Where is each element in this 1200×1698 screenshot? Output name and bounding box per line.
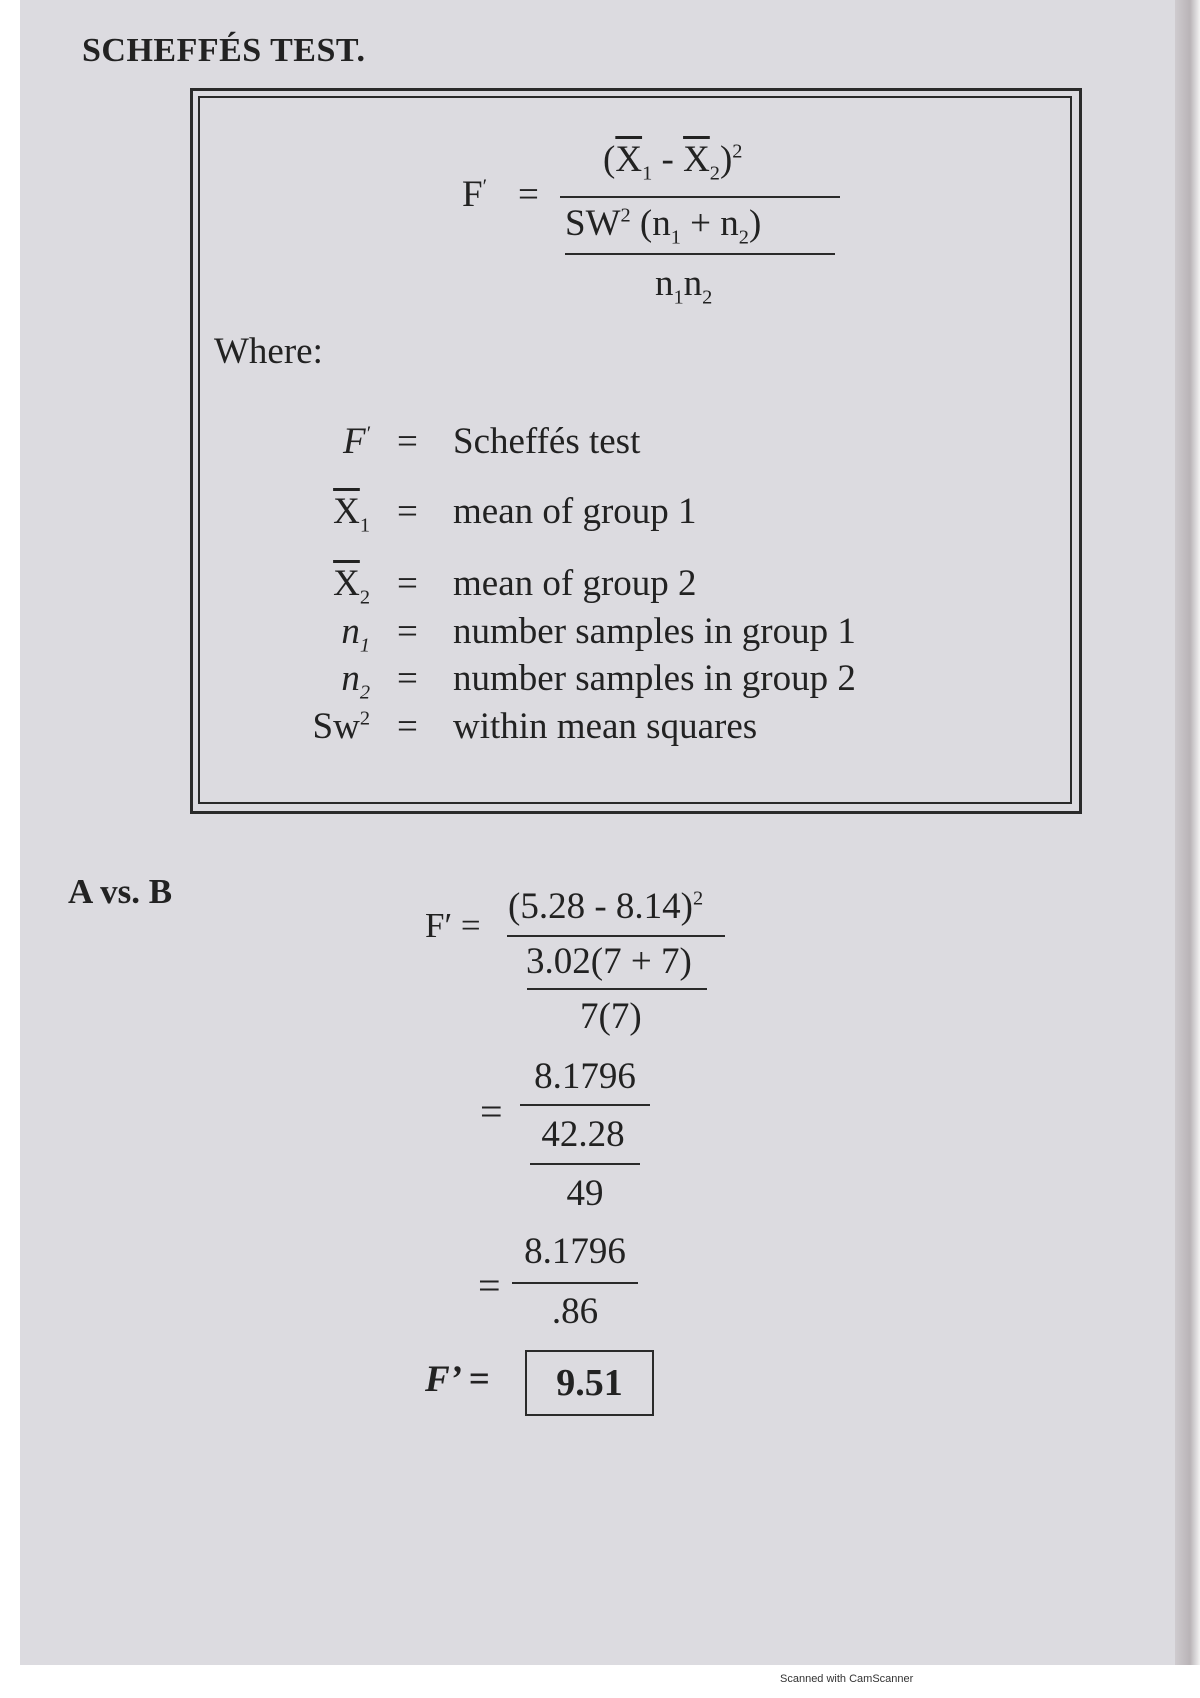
step2-denominator-bottom: 49 [566, 1173, 604, 1214]
formula-numerator: $(\overline{X}_1 - \overline{X}_2)^2$ [603, 139, 743, 185]
formula-lhs: F′ [462, 174, 488, 215]
definition-symbol: $\overline{X}_2$ [333, 563, 370, 609]
where-label: Where: [214, 331, 323, 372]
comparison-lhs: F′ = [425, 906, 481, 945]
result-value-box: 9.51 [525, 1350, 654, 1416]
definition-symbol: $n_1$ [341, 611, 370, 657]
definition-equals: = [397, 491, 418, 532]
definition-text: mean of group 2 [453, 563, 697, 604]
step2-equals: = [480, 1089, 503, 1134]
step3-denominator: .86 [551, 1291, 599, 1332]
step3-fraction-bar [512, 1282, 638, 1284]
book-spine-shadow [1175, 0, 1200, 1665]
step2-denominator-top: 42.28 [541, 1114, 625, 1155]
formula-equals: = [518, 174, 539, 215]
step3-numerator: 8.1796 [524, 1231, 626, 1272]
step1-denominator-bar [527, 988, 707, 990]
definition-equals: = [397, 706, 418, 747]
scanner-watermark: Scanned with CamScanner [780, 1673, 914, 1685]
formula-denominator-bottom: $n_1n_2$ [655, 263, 713, 309]
step1-fraction-bar [507, 935, 725, 937]
page-title: SCHEFFÉS TEST. [82, 32, 366, 69]
definition-text: within mean squares [453, 706, 758, 747]
definition-equals: = [397, 563, 418, 604]
step2-fraction-bar [520, 1104, 650, 1106]
formula-main-fraction-bar [560, 196, 840, 198]
definition-symbol: $n_2$ [341, 658, 370, 704]
step2-denominator-bar [530, 1163, 640, 1165]
definition-equals: = [397, 421, 418, 462]
definition-text: mean of group 1 [453, 491, 697, 532]
step1-denominator-bottom: 7(7) [580, 996, 642, 1037]
definition-symbol: F′ [342, 421, 370, 462]
step2-numerator: 8.1796 [534, 1056, 636, 1097]
definition-text: number samples in group 2 [453, 658, 856, 699]
formula-denominator-top: $SW^2$ $(n_1 + n_2)$ [565, 203, 762, 249]
definition-text: Scheffés test [453, 421, 641, 462]
definition-equals: = [397, 658, 418, 699]
definition-symbol: $\overline{X}_1$ [333, 491, 370, 537]
step1-numerator: (5.28 - 8.14)$^2$ [508, 886, 704, 927]
step1-denominator-top: 3.02(7 + 7) [526, 941, 692, 982]
definition-text: number samples in group 1 [453, 611, 856, 652]
step3-equals: = [478, 1263, 501, 1308]
comparison-heading: A vs. B [68, 872, 173, 911]
definition-symbol: Sw$^2$ [312, 706, 370, 747]
result-label: F’ = [425, 1359, 490, 1400]
formula-denominator-fraction-bar [565, 253, 835, 255]
definition-equals: = [397, 611, 418, 652]
